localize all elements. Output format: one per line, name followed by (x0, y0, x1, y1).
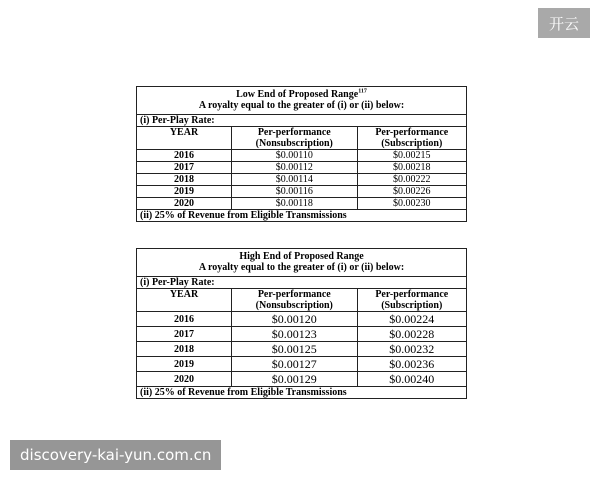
nonsub-rate-cell: $0.00110 (232, 150, 358, 162)
sub-rate-cell: $0.00232 (357, 342, 466, 357)
col-header-subscription: Per-performance (Subscription) (357, 289, 466, 312)
year-cell: 2017 (137, 327, 232, 342)
table-row (137, 327, 467, 342)
table-title: Low End of Proposed Range (236, 89, 359, 100)
year-cell: 2017 (137, 162, 232, 174)
sub-rate-cell: $0.00240 (357, 372, 466, 387)
year-cell: 2018 (137, 174, 232, 186)
high-end-rate-table (136, 248, 467, 399)
year-cell: 2018 (137, 342, 232, 357)
table-row (137, 162, 467, 174)
col-header-nonsubscription: Per-performance (Nonsubscription) (232, 127, 358, 150)
col-header-year: YEAR (137, 127, 232, 150)
table-title: High End of Proposed Range (239, 251, 364, 262)
sub-rate-cell: $0.00215 (357, 150, 466, 162)
table-title-cell (137, 249, 467, 277)
nonsub-rate-cell: $0.00118 (232, 198, 358, 210)
table-row (137, 198, 467, 210)
table-row (137, 186, 467, 198)
footnote-ref: 117 (358, 88, 367, 95)
nonsub-rate-cell: $0.00114 (232, 174, 358, 186)
col-header-year: YEAR (137, 289, 232, 312)
nonsub-rate-cell: $0.00129 (232, 372, 358, 387)
nonsub-rate-cell: $0.00112 (232, 162, 358, 174)
section-per-play: (i) Per-Play Rate: (137, 277, 467, 289)
section-revenue-share: (ii) 25% of Revenue from Eligible Transmissions (137, 387, 467, 399)
sub-rate-cell: $0.00222 (357, 174, 466, 186)
nonsub-rate-cell: $0.00123 (232, 327, 358, 342)
sub-rate-cell: $0.00218 (357, 162, 466, 174)
year-cell: 2020 (137, 198, 232, 210)
year-cell: 2016 (137, 150, 232, 162)
section-per-play: (i) Per-Play Rate: (137, 115, 467, 127)
table-title-cell (137, 87, 467, 115)
table-row (137, 174, 467, 186)
table-subtitle: A royalty equal to the greater of (i) or (ii) below: (198, 100, 405, 111)
sub-rate-cell: $0.00226 (357, 186, 466, 198)
section-revenue-share: (ii) 25% of Revenue from Eligible Transmissions (137, 210, 467, 222)
low-end-rate-table (136, 86, 467, 222)
col-header-nonsubscription: Per-performance (Nonsubscription) (232, 289, 358, 312)
nonsub-rate-cell: $0.00116 (232, 186, 358, 198)
nonsub-rate-cell: $0.00127 (232, 357, 358, 372)
sub-rate-cell: $0.00224 (357, 312, 466, 327)
year-cell: 2019 (137, 357, 232, 372)
nonsub-rate-cell: $0.00120 (232, 312, 358, 327)
sub-rate-cell: $0.00236 (357, 357, 466, 372)
table-row (137, 312, 467, 327)
table-row (137, 150, 467, 162)
table-row (137, 342, 467, 357)
site-watermark: discovery-kai-yun.com.cn (10, 440, 221, 470)
year-cell: 2019 (137, 186, 232, 198)
year-cell: 2020 (137, 372, 232, 387)
col-header-subscription: Per-performance (Subscription) (357, 127, 466, 150)
brand-badge: 开云 (538, 8, 590, 38)
sub-rate-cell: $0.00230 (357, 198, 466, 210)
nonsub-rate-cell: $0.00125 (232, 342, 358, 357)
table-row (137, 372, 467, 387)
sub-rate-cell: $0.00228 (357, 327, 466, 342)
year-cell: 2016 (137, 312, 232, 327)
table-row (137, 357, 467, 372)
table-subtitle: A royalty equal to the greater of (i) or (ii) below: (198, 262, 405, 273)
